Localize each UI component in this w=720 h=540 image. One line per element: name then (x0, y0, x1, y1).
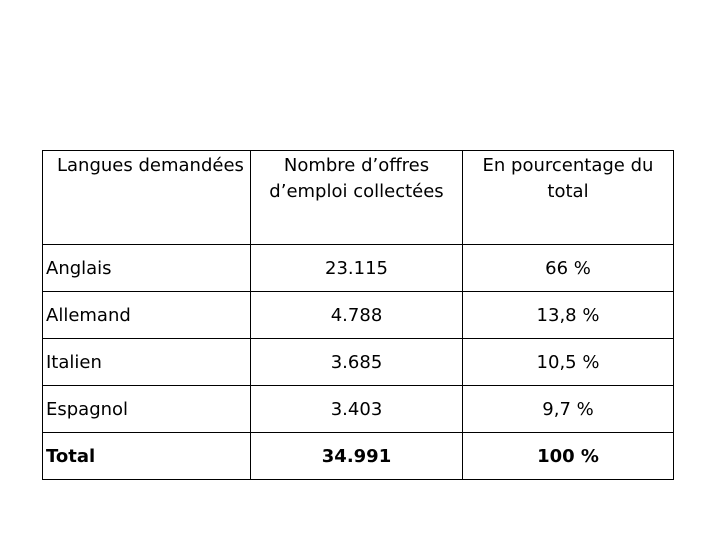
cell-offers: 3.685 (251, 339, 463, 386)
cell-percent: 66 % (463, 245, 674, 292)
table-row (43, 245, 674, 292)
cell-percent: 13,8 % (463, 292, 674, 339)
header-languages: Langues demandées (43, 151, 251, 245)
cell-offers: 23.115 (251, 245, 463, 292)
cell-language: Espagnol (43, 386, 251, 433)
total-percent: 100 % (463, 433, 674, 480)
table-row (43, 292, 674, 339)
header-job-offers: Nombre d’offres d’emploi collectées (251, 151, 463, 245)
total-label: Total (43, 433, 251, 480)
cell-language: Allemand (43, 292, 251, 339)
languages-table (42, 150, 674, 480)
table-header-row (43, 151, 674, 245)
table-row (43, 386, 674, 433)
cell-language: Italien (43, 339, 251, 386)
cell-percent: 10,5 % (463, 339, 674, 386)
cell-offers: 3.403 (251, 386, 463, 433)
total-offers: 34.991 (251, 433, 463, 480)
cell-offers: 4.788 (251, 292, 463, 339)
table-total-row (43, 433, 674, 480)
cell-percent: 9,7 % (463, 386, 674, 433)
table-row (43, 339, 674, 386)
cell-language: Anglais (43, 245, 251, 292)
header-percentage: En pourcentage du total (463, 151, 674, 245)
